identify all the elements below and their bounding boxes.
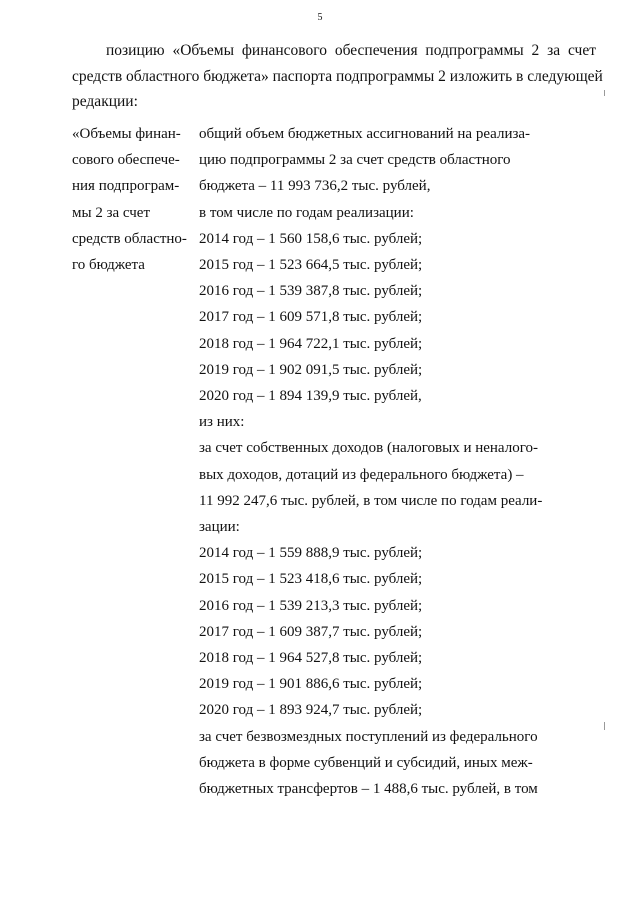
value-line: общий объем бюджетных ассигнований на реализа-: [199, 126, 531, 142]
value-line: 2018 год – 1 964 722,1 тыс. рублей;: [199, 335, 423, 352]
label-line: сового обеспече-: [72, 152, 180, 169]
value-line: бюджетных трансфертов – 1 488,6 тыс. рублей, в том: [199, 781, 538, 798]
value-line: 2020 год – 1 894 139,9 тыс. рублей,: [199, 388, 422, 405]
value-line: за счет собственных доходов (налоговых и неналого-: [199, 440, 538, 457]
label-line: го бюджета: [72, 257, 145, 274]
value-line: 11 992 247,6 тыс. рублей, в том числе по годам реали-: [199, 492, 543, 509]
value-line: зации:: [199, 519, 240, 536]
page-number: 5: [317, 12, 323, 23]
value-line: вых доходов, дотаций из федерального бюджета) –: [199, 466, 524, 483]
table-label-column: [72, 121, 192, 278]
label-line: средств областно-: [72, 230, 187, 247]
intro-line: средств областного бюджета» паспорта подпрограммы 2 изложить в следующей: [72, 67, 603, 85]
value-line: 2014 год – 1 559 888,9 тыс. рублей;: [199, 545, 423, 562]
scan-edge-mark: [604, 722, 605, 730]
value-line: 2015 год – 1 523 418,6 тыс. рублей;: [199, 571, 423, 588]
value-line: 2018 год – 1 964 527,8 тыс. рублей;: [199, 650, 423, 667]
value-line: 2019 год – 1 902 091,5 тыс. рублей;: [199, 361, 423, 378]
value-line: бюджета в форме субвенций и субсидий, иных меж-: [199, 754, 533, 771]
table-value-column: [199, 121, 599, 802]
scan-edge-mark: [604, 90, 605, 96]
value-line: 2019 год – 1 901 886,6 тыс. рублей;: [199, 676, 423, 693]
intro-line: позицию «Объемы финансового обеспечения подпрограммы 2 за счет: [106, 42, 596, 59]
value-line: 2014 год – 1 560 158,6 тыс. рублей;: [199, 230, 423, 247]
value-line: 2017 год – 1 609 387,7 тыс. рублей;: [199, 623, 423, 640]
value-line: из них:: [199, 414, 245, 431]
value-line: цию подпрограммы 2 за счет средств областного: [199, 152, 511, 169]
value-line: 2016 год – 1 539 213,3 тыс. рублей;: [199, 597, 423, 614]
value-line: 2017 год – 1 609 571,8 тыс. рублей;: [199, 309, 423, 326]
label-line: ния подпрограм-: [72, 178, 180, 195]
value-line: 2020 год – 1 893 924,7 тыс. рублей;: [199, 702, 423, 719]
value-line: в том числе по годам реализации:: [199, 204, 414, 221]
intro-line: редакции:: [72, 93, 138, 110]
label-line: «Объемы финан-: [72, 126, 181, 142]
value-line: 2015 год – 1 523 664,5 тыс. рублей;: [199, 257, 423, 274]
value-line: 2016 год – 1 539 387,8 тыс. рублей;: [199, 283, 423, 300]
intro-paragraph: [72, 38, 603, 115]
value-line: бюджета – 11 993 736,2 тыс. рублей,: [199, 178, 431, 195]
label-line: мы 2 за счет: [72, 204, 151, 221]
value-line: за счет безвозмездных поступлений из федерального: [199, 728, 538, 745]
